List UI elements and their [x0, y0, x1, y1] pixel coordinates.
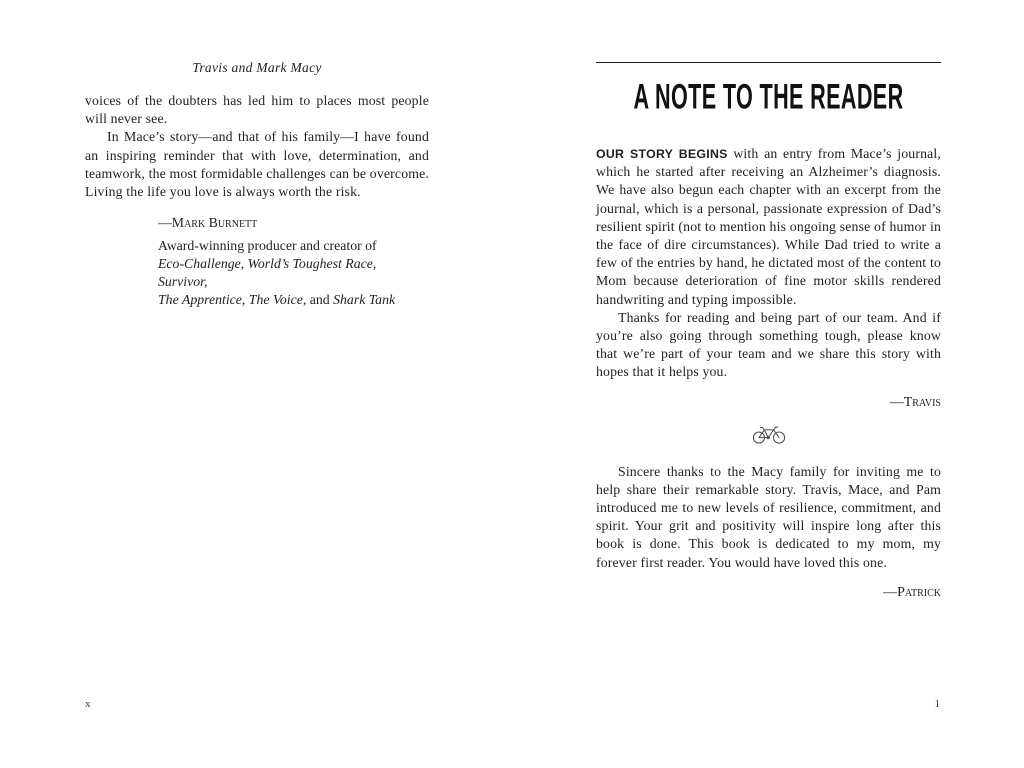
- body-paragraph: [596, 145, 941, 309]
- signature-travis: —Travis: [889, 394, 941, 410]
- body-paragraph: Thanks for reading and being part of our team. And if you’re also going through something tough, please know that we’re part of your team and we share this story with hopes that it helps you.: [596, 309, 941, 380]
- bicycle-icon: [752, 424, 786, 450]
- credit-titles-line: [158, 291, 429, 309]
- signature-mark-burnett: —Mark Burnett: [158, 215, 258, 231]
- right-page: [596, 0, 941, 601]
- page-number-right: 1: [934, 698, 940, 710]
- chapter-rule: [596, 62, 941, 63]
- page-number-left: x: [85, 698, 91, 710]
- chapter-title-wrap: [596, 77, 941, 119]
- credit-titles-line: Eco-Challenge, World’s Toughest Race, Survivor,: [158, 256, 377, 290]
- chapter-title: A NOTE TO THE READER: [633, 77, 904, 117]
- credit-and: and: [309, 292, 330, 308]
- left-page: [85, 0, 429, 309]
- running-header: Travis and Mark Macy: [192, 60, 322, 75]
- lead-in: OUR STORY BEGINS: [596, 147, 728, 161]
- attribution-block: [158, 214, 429, 309]
- credit-title: The Apprentice, The Voice,: [158, 292, 307, 308]
- signature-patrick: —Patrick: [883, 584, 941, 600]
- credit-line: Award-winning producer and creator of: [158, 238, 377, 254]
- credit-title: Shark Tank: [333, 292, 396, 308]
- body-paragraph: Sincere thanks to the Macy family for inviting me to help share their remarkable story. Travis, Mace, and Pam introduced me to new levels of resilience, commitment, and spirit. Your grit and positivity will inspire long after this book is done. This book is dedicated to my mom, my forever first reader. You would have loved this one.: [596, 463, 941, 570]
- body-paragraph: voices of the doubters has led him to places most people will never see.: [85, 93, 429, 127]
- ornament: [596, 424, 941, 450]
- body-paragraph: In Mace’s story—and that of his family—I have found an inspiring reminder that with love, determination, and teamwork, the most formidable challenges can be overcome. Living the life you love is always worth the risk.: [85, 129, 429, 200]
- paragraph-text: with an entry from Mace’s journal, which he started after receiving an Alzheimer’s diagnosis. We have also begun each chapter with an excerpt from the journal, which is a personal, passionate expression of Dad’s resilient spirit (not to mention his ongoing sense of humor in the face of dire circumstances). While Dad tried to write a few of the entries by hand, he dictated most of the content to Mom because deterioration of fine motor skills rendered handwriting and typing impossible.: [596, 146, 941, 307]
